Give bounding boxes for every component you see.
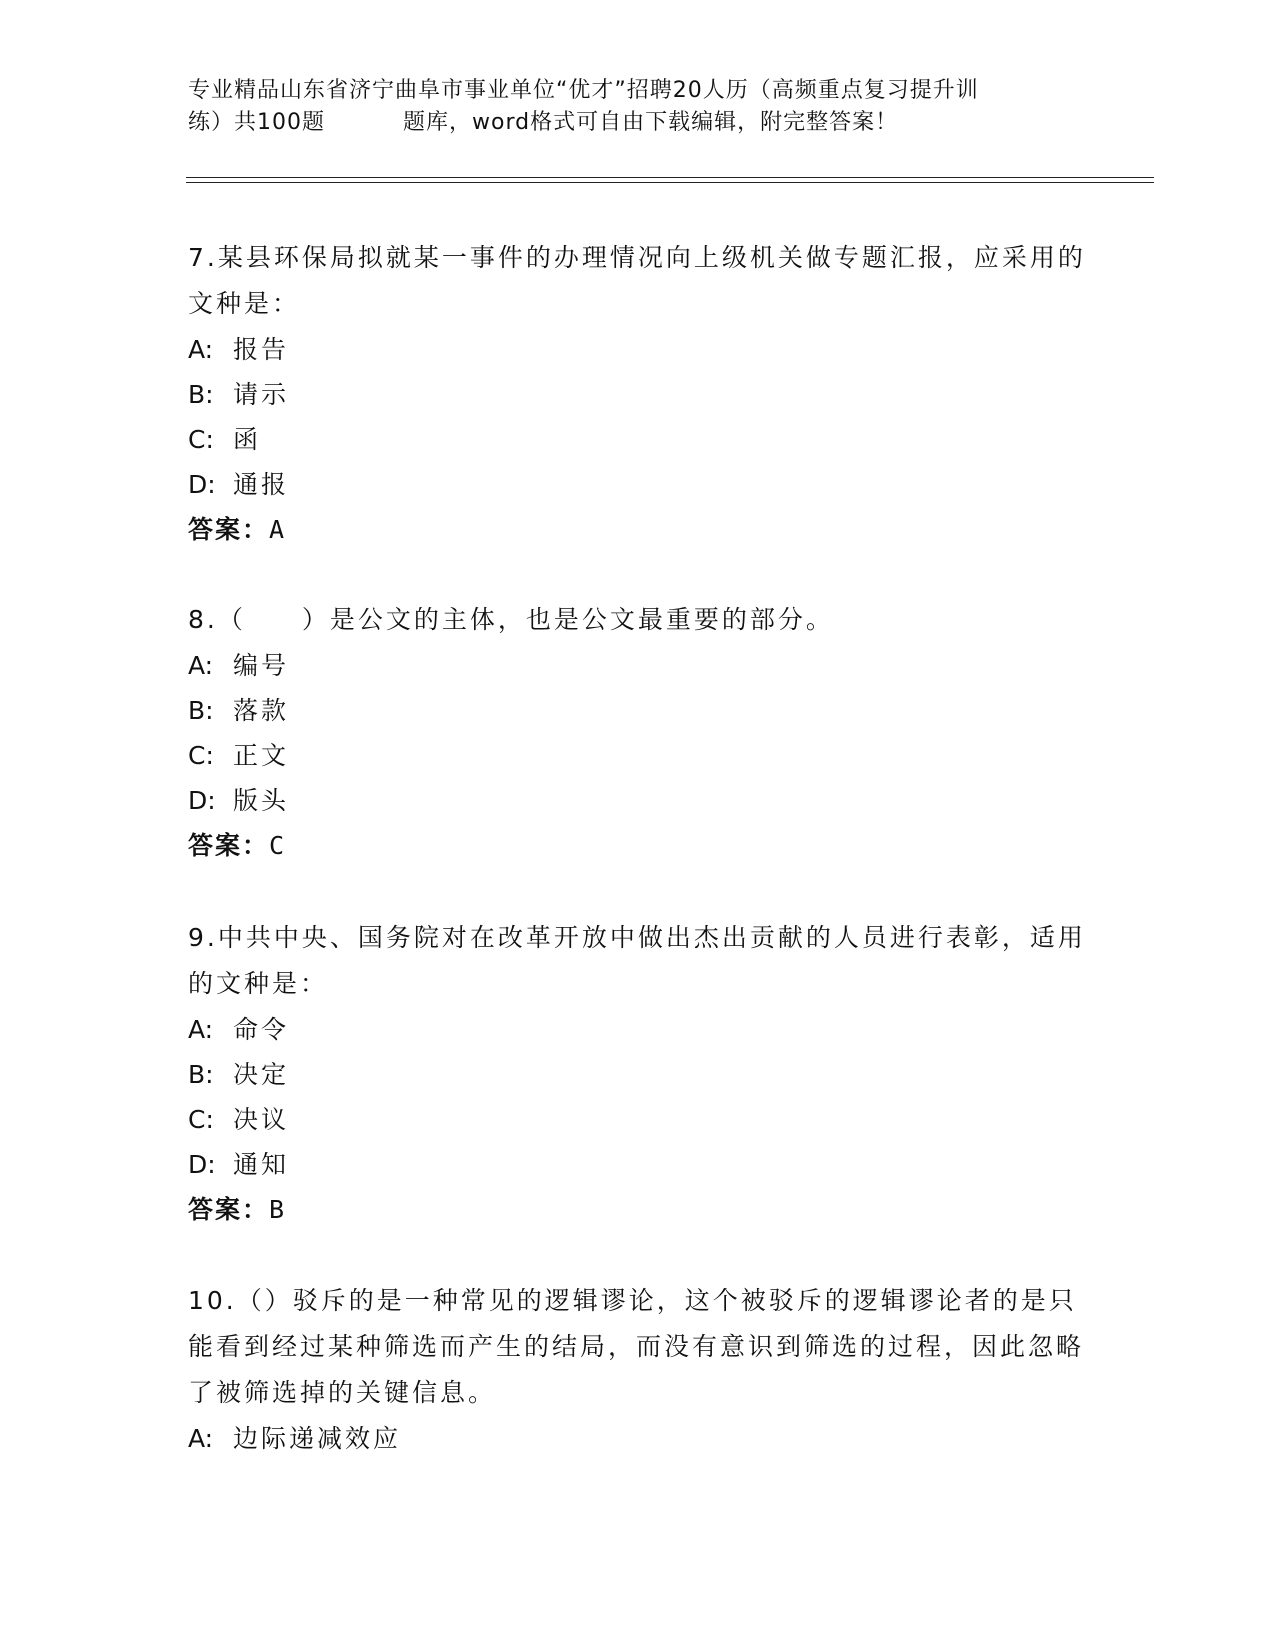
option-key: A: [188, 1424, 214, 1453]
option-text: 边际递减效应 [233, 1424, 402, 1453]
header-line-1: 专业精品山东省济宁曲阜市事业单位“优才”招聘20人历（高频重点复习提升训 [188, 78, 979, 103]
option-d [188, 778, 1088, 823]
option-key: B: [188, 1060, 214, 1089]
document-header [188, 75, 1088, 139]
question-stem: 8.（ ）是公文的主体，也是公文最重要的部分。 [188, 605, 834, 634]
question-9 [188, 915, 1088, 1233]
question-stem: 10.（）驳斥的是一种常见的逻辑谬论，这个被驳斥的逻辑谬论者的是只能看到经过某种筛选而产生的结局，而没有意识到筛选的过程，因此忽略了被筛选掉的关键信息。 [188, 1286, 1085, 1407]
option-text: 正文 [233, 741, 290, 770]
answer-label: 答案： [188, 1195, 270, 1224]
answer-line [188, 1187, 1088, 1233]
option-text: 报告 [233, 335, 290, 364]
option-a [188, 327, 1088, 372]
option-text: 通报 [233, 470, 290, 499]
option-key: A: [188, 335, 214, 364]
option-key: A: [188, 651, 214, 680]
question-7 [188, 235, 1088, 553]
option-key: B: [188, 696, 214, 725]
option-text: 命令 [233, 1015, 290, 1044]
option-c [188, 417, 1088, 462]
header-line-2-part-2: 题库，word格式可自由下载编辑，附完整答案！ [403, 110, 899, 135]
option-key: D: [188, 786, 216, 815]
option-key: D: [188, 470, 216, 499]
option-key: B: [188, 380, 214, 409]
option-b [188, 1052, 1088, 1097]
option-text: 请示 [233, 380, 290, 409]
option-key: A: [188, 1015, 214, 1044]
answer-value: C [269, 831, 285, 860]
option-c [188, 1097, 1088, 1142]
option-a [188, 1416, 1088, 1461]
header-divider-bottom [186, 182, 1154, 183]
option-key: D: [188, 1150, 216, 1179]
option-b [188, 372, 1088, 417]
question-stem: 7.某县环保局拟就某一事件的办理情况向上级机关做专题汇报，应采用的文种是： [188, 243, 1086, 318]
option-a [188, 1007, 1088, 1052]
option-key: C: [188, 741, 214, 770]
option-text: 编号 [233, 651, 290, 680]
option-key: C: [188, 1105, 214, 1134]
header-line-2 [188, 107, 1088, 139]
option-text: 版头 [233, 786, 290, 815]
question-stem: 9.中共中央、国务院对在改革开放中做出杰出贡献的人员进行表彰，适用的文种是： [188, 923, 1086, 998]
option-c [188, 733, 1088, 778]
option-text: 通知 [233, 1150, 290, 1179]
answer-value: A [269, 515, 285, 544]
option-d [188, 1142, 1088, 1187]
answer-label: 答案： [188, 831, 270, 860]
option-a [188, 643, 1088, 688]
question-10 [188, 1278, 1088, 1461]
option-key: C: [188, 425, 214, 454]
question-8 [188, 597, 1088, 869]
answer-label: 答案： [188, 515, 270, 544]
answer-line [188, 823, 1088, 869]
option-text: 函 [233, 425, 262, 454]
answer-value: B [269, 1195, 285, 1224]
option-text: 决议 [233, 1105, 290, 1134]
option-b [188, 688, 1088, 733]
option-text: 落款 [233, 696, 290, 725]
header-line-2-part-1: 练）共100题 [188, 110, 325, 135]
option-d [188, 462, 1088, 507]
answer-line [188, 507, 1088, 553]
header-divider-top [186, 177, 1154, 178]
option-text: 决定 [233, 1060, 290, 1089]
